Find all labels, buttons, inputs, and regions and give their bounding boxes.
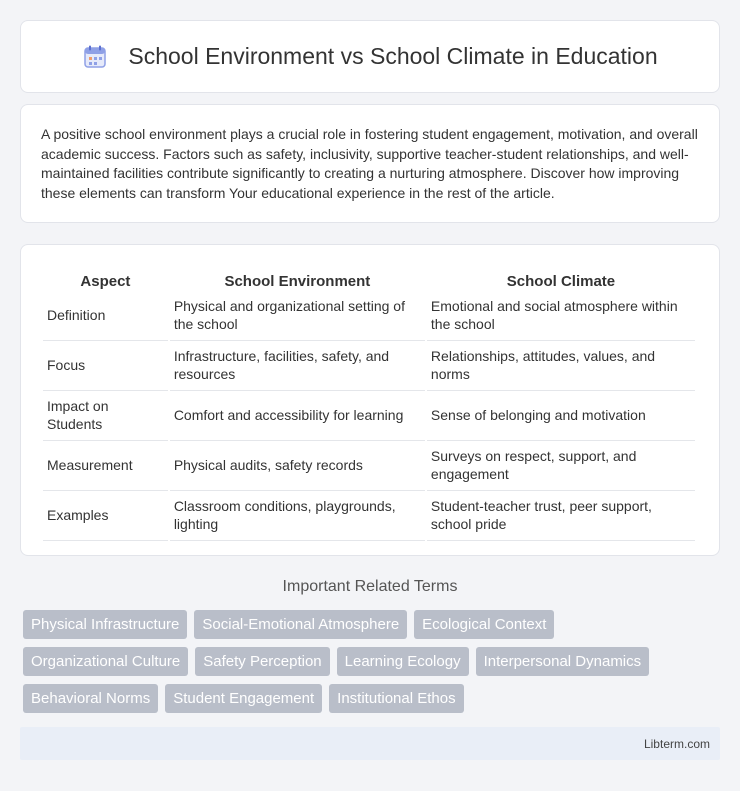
related-terms-list	[23, 610, 723, 721]
intro-card	[20, 104, 720, 223]
climate-cell: Student-teacher trust, peer support, school pride	[427, 491, 695, 541]
tag-row	[23, 684, 723, 713]
table-row	[43, 291, 695, 341]
comparison-table	[41, 265, 697, 541]
tag-behavioral-norms[interactable]: Behavioral Norms	[23, 684, 158, 713]
environment-cell: Comfort and accessibility for learning	[170, 391, 425, 441]
header-aspect: Aspect	[80, 273, 131, 290]
footer-site-link[interactable]: Libterm.com	[643, 737, 710, 751]
aspect-cell: Definition	[43, 291, 168, 341]
aspect-cell: Impact on Students	[43, 391, 168, 441]
calendar-icon	[82, 44, 108, 70]
table-row	[43, 491, 695, 541]
related-terms-heading: Important Related Terms	[282, 578, 458, 595]
climate-cell: Sense of belonging and motivation	[427, 391, 695, 441]
climate-cell: Emotional and social atmosphere within the school	[427, 291, 695, 341]
tag-row	[23, 647, 723, 676]
header-school-climate: School Climate	[506, 273, 616, 290]
header-school-environment: School Environment	[224, 273, 371, 290]
header-card	[20, 20, 720, 93]
table-header-row	[43, 265, 695, 291]
aspect-cell: Focus	[43, 341, 168, 391]
page-title: School Environment vs School Climate in Education	[128, 43, 658, 69]
tag-ecological-context[interactable]: Ecological Context	[414, 610, 554, 639]
intro-paragraph: A positive school environment plays a crucial role in fostering student engagement, motivation, and overall academic success. Factors such as safety, inclusivity, supportive teacher-student relationships, and well-maintained facilities contribute significantly to creating a nurturing atmosphere. Discover how improving these elements can transform Your educational experience in the rest of the article.	[41, 126, 698, 201]
tag-social-emotional-atmosphere[interactable]: Social-Emotional Atmosphere	[194, 610, 407, 639]
tag-institutional-ethos[interactable]: Institutional Ethos	[329, 684, 463, 713]
environment-cell: Classroom conditions, playgrounds, lighting	[170, 491, 425, 541]
environment-cell: Physical audits, safety records	[170, 441, 425, 491]
climate-cell: Relationships, attitudes, values, and norms	[427, 341, 695, 391]
tag-student-engagement[interactable]: Student Engagement	[165, 684, 322, 713]
tag-learning-ecology[interactable]: Learning Ecology	[337, 647, 469, 676]
table-row	[43, 391, 695, 441]
environment-cell: Physical and organizational setting of the school	[170, 291, 425, 341]
tag-interpersonal-dynamics[interactable]: Interpersonal Dynamics	[476, 647, 650, 676]
environment-cell: Infrastructure, facilities, safety, and resources	[170, 341, 425, 391]
aspect-cell: Measurement	[43, 441, 168, 491]
footer	[20, 727, 720, 760]
comparison-table-card	[20, 244, 720, 556]
tag-row	[23, 610, 723, 639]
table-row	[43, 341, 695, 391]
table-row	[43, 441, 695, 491]
tag-safety-perception[interactable]: Safety Perception	[195, 647, 329, 676]
tag-physical-infrastructure[interactable]: Physical Infrastructure	[23, 610, 187, 639]
tag-organizational-culture[interactable]: Organizational Culture	[23, 647, 188, 676]
climate-cell: Surveys on respect, support, and engagement	[427, 441, 695, 491]
aspect-cell: Examples	[43, 491, 168, 541]
